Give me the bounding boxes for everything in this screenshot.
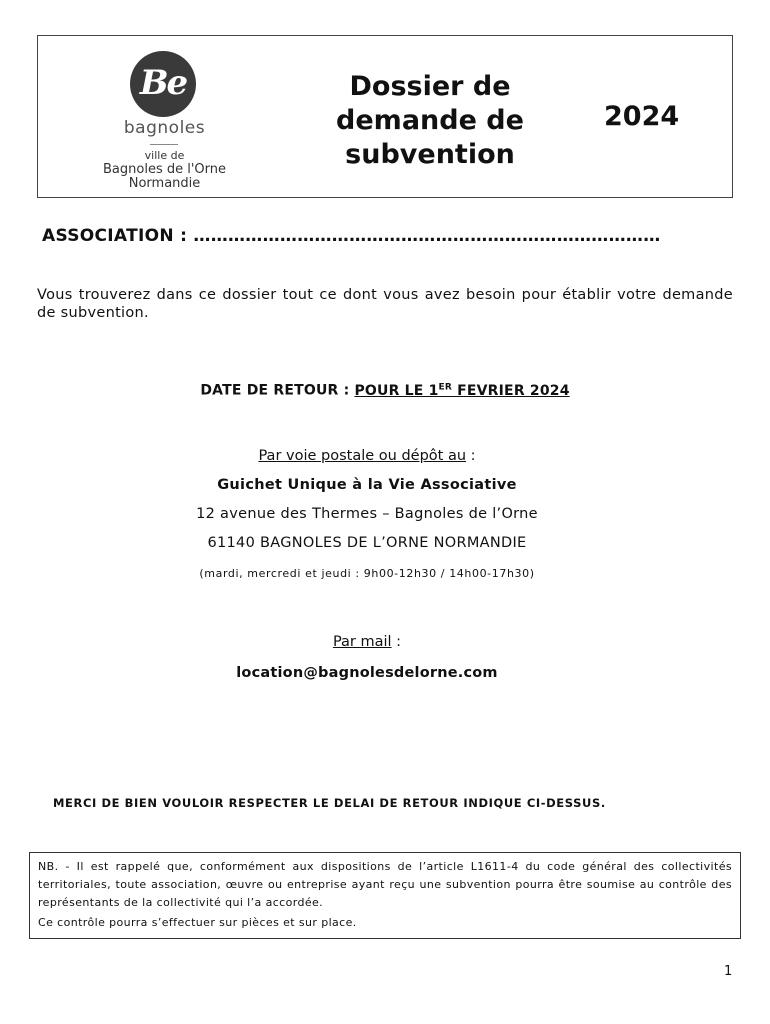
deadline-prefix: POUR LE 1: [354, 382, 439, 399]
intro-paragraph: Vous trouverez dans ce dossier tout ce dont vous avez besoin pour établir votre demande de subvention.: [37, 287, 733, 321]
document-year: 2024: [604, 101, 680, 132]
be-logo-mark: Be: [130, 51, 196, 117]
return-deadline: [354, 383, 569, 399]
deadline-sup: ER: [438, 382, 453, 392]
office-hours: (mardi, mercredi et jeudi : 9h00-12h30 / 14h00-17h30): [199, 567, 535, 580]
return-date-label: DATE DE RETOUR :: [200, 382, 355, 399]
bagnoles-logo: [92, 48, 237, 191]
postal-heading: [0, 448, 734, 464]
logo-city-line1: Bagnoles de l'Orne: [103, 162, 226, 177]
title-line-1: Dossier de: [349, 71, 511, 102]
association-field[interactable]: ASSOCIATION : ………………………………………………………………………: [42, 226, 661, 246]
title-line-3: subvention: [345, 139, 515, 170]
mail-label: Par mail: [332, 634, 392, 650]
postal-colon: :: [466, 448, 476, 464]
page-number: 1: [724, 964, 733, 979]
document-title: [300, 70, 560, 172]
office-city: 61140 BAGNOLES DE L’ORNE NORMANDIE: [207, 535, 527, 551]
legal-note-control: Ce contrôle pourra s’effectuer sur pièces et sur place.: [38, 916, 357, 929]
office-name: Guichet Unique à la Vie Associative: [217, 477, 517, 493]
mail-heading: [0, 634, 734, 650]
deadline-reminder: MERCI DE BIEN VOULOIR RESPECTER LE DELAI DE RETOUR INDIQUE CI-DESSUS.: [53, 796, 606, 810]
postal-label: Par voie postale ou dépôt au: [258, 448, 467, 464]
legal-note-box: [29, 852, 741, 939]
logo-divider: [150, 144, 178, 145]
return-date: [0, 382, 770, 399]
legal-note-paragraph: NB. - Il est rappelé que, conformément aux dispositions de l’article L1611-4 du code général des collectivités territoriales, toute association, œuvre ou entreprise ayant reçu une subvention pourra être soumise au contrôle des représentants de la collectivité qui l’a accordée.: [38, 860, 732, 909]
logo-brand: bagnoles: [123, 118, 206, 138]
deadline-suffix: FEVRIER 2024: [452, 382, 570, 399]
title-line-2: demande de: [336, 105, 524, 136]
logo-city-line2: Normandie: [128, 176, 201, 191]
logo-ville: ville de: [144, 149, 185, 162]
email-address-link[interactable]: location@bagnolesdelorne.com: [236, 665, 498, 681]
office-street: 12 avenue des Thermes – Bagnoles de l’Orne: [196, 506, 538, 522]
mail-colon: :: [391, 634, 402, 650]
